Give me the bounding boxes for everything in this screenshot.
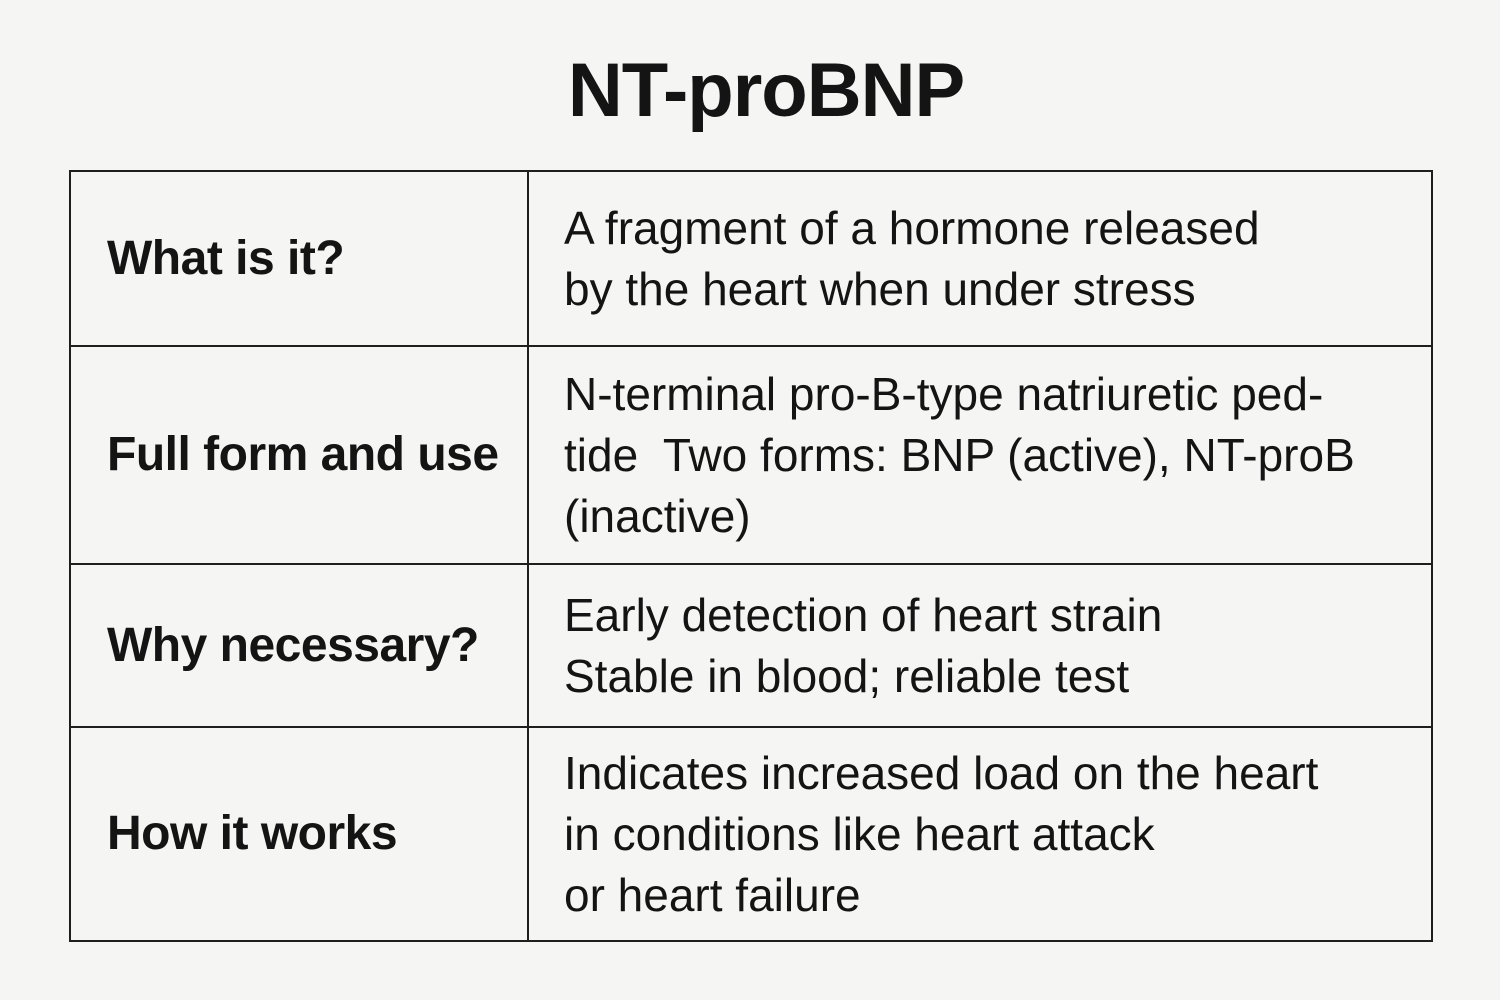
description-line: N-terminal pro-B-type natriuretic ped- <box>564 367 1324 420</box>
row-label-how-it-works: How it works <box>71 728 529 940</box>
row-label-what-is-it: What is it? <box>71 172 529 347</box>
description-line: or heart failure <box>564 868 861 921</box>
description-line: in conditions like heart attack <box>564 807 1155 860</box>
description-line: (inactive) <box>564 489 751 542</box>
description-line: Indicates increased load on the heart <box>564 746 1319 799</box>
row-label-full-form-and-use: Full form and use <box>71 347 529 565</box>
page-title: NT-proBNP <box>567 48 965 133</box>
info-table <box>69 170 1433 942</box>
description-line: Stable in blood; reliable test <box>564 649 1130 702</box>
row-description-what-is-it <box>529 172 1431 347</box>
description-line: by the heart when under stress <box>564 262 1196 315</box>
row-description-why-necessary <box>529 565 1431 728</box>
row-description-how-it-works <box>529 728 1431 940</box>
row-description-full-form-and-use <box>529 347 1431 565</box>
description-line: Early detection of heart strain <box>564 588 1163 641</box>
description-line: tide Two forms: BNP (active), NT-proB <box>564 428 1355 481</box>
row-label-why-necessary: Why necessary? <box>71 565 529 728</box>
description-line: A fragment of a hormone released <box>564 201 1260 254</box>
